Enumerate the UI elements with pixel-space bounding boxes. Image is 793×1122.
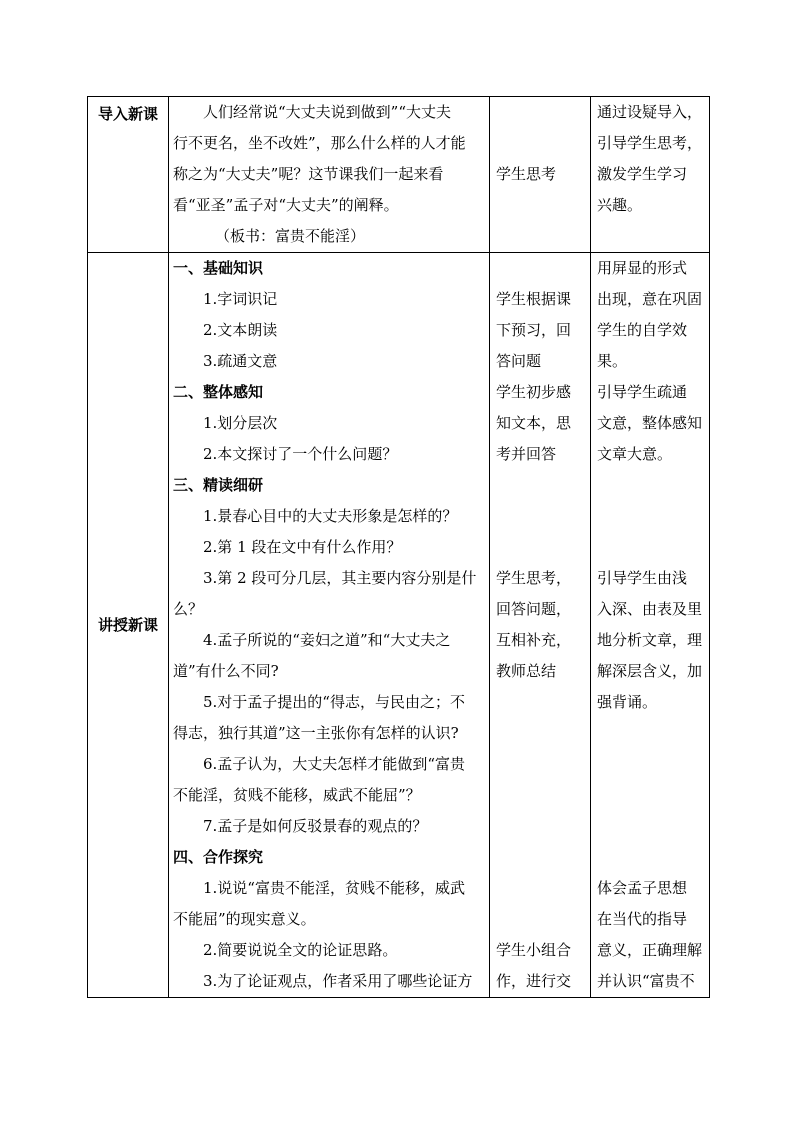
content-line: 4.孟子所说的“妾妇之道”和“大丈夫之: [203, 631, 451, 649]
activity-cell: [490, 97, 591, 253]
content-line: 1.景春心目中的大丈夫形象是怎样的？: [203, 507, 458, 525]
content-line: 道”有什么不同?: [173, 662, 279, 680]
purpose-line: 激发学生学习: [597, 165, 688, 183]
purpose-line: 出现，意在巩固: [597, 290, 703, 308]
activity-line: 互相补充，: [496, 631, 572, 649]
content-line: 3.疏通文意: [203, 352, 278, 370]
purpose-line: 引导学生疏通: [597, 383, 688, 401]
section-heading: 四、合作探究: [173, 848, 264, 866]
activity-line: 学生初步感: [496, 383, 572, 401]
content-line: 1.字词识记: [203, 290, 278, 308]
purpose-line: 果。: [597, 352, 628, 370]
table-row: [88, 253, 710, 998]
content-line: 1.划分层次: [203, 414, 278, 432]
content-line: 2.简要说说全文的论证思路。: [203, 941, 398, 959]
content-line: 么？: [173, 600, 204, 618]
content-line: 行不更名，坐不改姓”，那么什么样的人才能: [173, 134, 466, 152]
purpose-line: 意义，正确理解: [597, 941, 703, 959]
lesson-plan-table: [87, 96, 710, 998]
purpose-line: 学生的自学效: [597, 321, 688, 339]
content-line: 不能淫，贫贱不能移，威武不能屈”？: [173, 786, 421, 804]
purpose-line: 引导学生由浅: [597, 569, 688, 587]
content-cell: [169, 97, 490, 253]
activity-cell: [490, 253, 591, 998]
activity-line: 学生思考，: [496, 569, 572, 587]
content-line: 2.第 1 段在文中有什么作用？: [203, 538, 402, 556]
content-line: 5.对于孟子提出的“得志，与民由之；不: [203, 693, 465, 711]
content-line: 7.孟子是如何反驳景春的观点的？: [203, 817, 428, 835]
activity-line: 知文本，思: [496, 414, 572, 432]
section-heading: 一、基础知识: [173, 259, 264, 277]
content-line: 看“亚圣”孟子对“大丈夫”的阐释。: [173, 196, 399, 214]
purpose-line: 文章大意。: [597, 445, 673, 463]
purpose-line: 入深、由表及里: [597, 600, 703, 618]
table-row: [88, 97, 710, 253]
content-line: 6.孟子认为，大丈夫怎样才能做到“富贵: [203, 755, 465, 773]
purpose-line: 文意，整体感知: [597, 414, 703, 432]
purpose-line: 在当代的指导: [597, 910, 688, 928]
stage-cell: [88, 97, 169, 253]
purpose-line: 解深层含义，加: [597, 662, 703, 680]
purpose-cell: [591, 97, 710, 253]
content-line: 1.说说“富贵不能淫，贫贱不能移，威武: [203, 879, 465, 897]
activity-line: 学生根据课: [496, 290, 572, 308]
activity-line: 教师总结: [496, 662, 557, 680]
content-line: 2.文本朗读: [203, 321, 278, 339]
stage-label: 导入新课: [97, 105, 158, 123]
activity-line: 学生思考: [496, 165, 557, 183]
purpose-line: 地分析文章，理: [597, 631, 703, 649]
purpose-line: 体会孟子思想: [597, 879, 688, 897]
purpose-line: 引导学生思考，: [597, 134, 703, 152]
purpose-cell: [591, 253, 710, 998]
activity-line: 回答问题，: [496, 600, 572, 618]
section-heading: 二、整体感知: [173, 383, 264, 401]
content-line: 不能屈”的现实意义。: [173, 910, 316, 928]
purpose-line: 兴趣。: [597, 196, 643, 214]
stage-label: 讲授新课: [97, 615, 158, 634]
purpose-line: 强背诵。: [597, 693, 658, 711]
activity-line: 答问题: [496, 352, 542, 370]
content-line: 2.本文探讨了一个什么问题？: [203, 445, 398, 463]
content-cell: [169, 253, 490, 998]
content-line: 得志，独行其道”这一主张你有怎样的认识?: [173, 724, 459, 742]
activity-line: 作，进行交: [496, 972, 572, 990]
content-line: 3.第 2 段可分几层，其主要内容分别是什: [203, 569, 477, 587]
section-heading: 三、精读细研: [173, 476, 264, 494]
activity-line: 下预习，回: [496, 321, 572, 339]
content-line: 人们经常说“大丈夫说到做到”“大丈夫: [203, 103, 452, 121]
activity-line: 学生小组合: [496, 941, 572, 959]
content-line: 3.为了论证观点，作者采用了哪些论证方: [203, 972, 473, 990]
purpose-line: 用屏显的形式: [597, 259, 688, 277]
purpose-line: 并认识“富贵不: [597, 972, 695, 990]
content-line: （板书：富贵不能淫）: [215, 227, 366, 245]
content-line: 称之为“大丈夫”呢？这节课我们一起来看: [173, 165, 444, 183]
purpose-line: 通过设疑导入，: [597, 103, 703, 121]
activity-line: 考并回答: [496, 445, 557, 463]
stage-cell: [88, 253, 169, 998]
